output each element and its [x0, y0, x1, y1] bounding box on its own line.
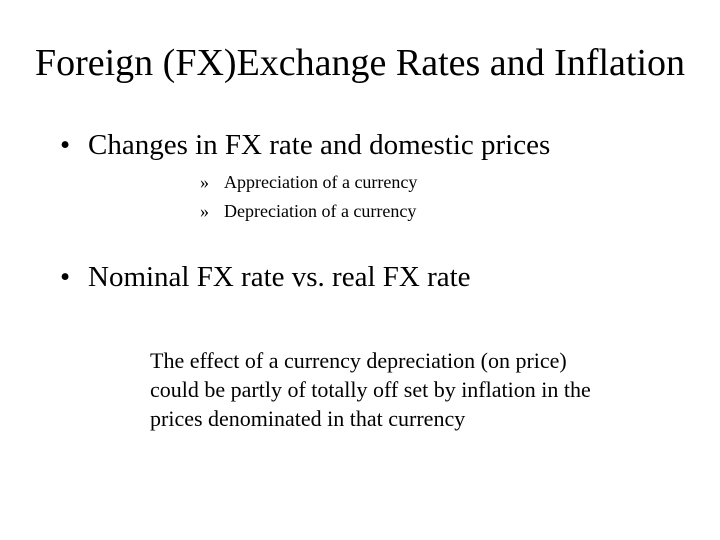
bullet-item	[60, 260, 471, 294]
bullet-marker: •	[60, 129, 71, 161]
paragraph-line: could be partly of totally off set by inflation in the	[150, 377, 591, 402]
sub-bullet-item	[200, 168, 417, 197]
bullet-text: Nominal FX rate vs. real FX rate	[88, 261, 471, 293]
paragraph-line: prices denominated in that currency	[150, 406, 466, 431]
sub-bullet-text: Depreciation of a currency	[224, 201, 417, 221]
bullet-item	[60, 128, 550, 162]
slide-title: Foreign (FX)Exchange Rates and Inflation	[34, 42, 686, 84]
sub-bullet-text: Appreciation of a currency	[224, 172, 418, 192]
sub-bullet-marker: »	[200, 172, 209, 192]
sub-bullet-marker: »	[200, 201, 209, 221]
sub-bullet-item	[200, 197, 417, 226]
explanation-paragraph	[150, 346, 670, 433]
bullet-text: Changes in FX rate and domestic prices	[88, 129, 551, 161]
paragraph-line: The effect of a currency depreciation (on price)	[150, 348, 567, 373]
sub-bullet-list	[200, 168, 417, 226]
bullet-marker: •	[60, 261, 71, 293]
